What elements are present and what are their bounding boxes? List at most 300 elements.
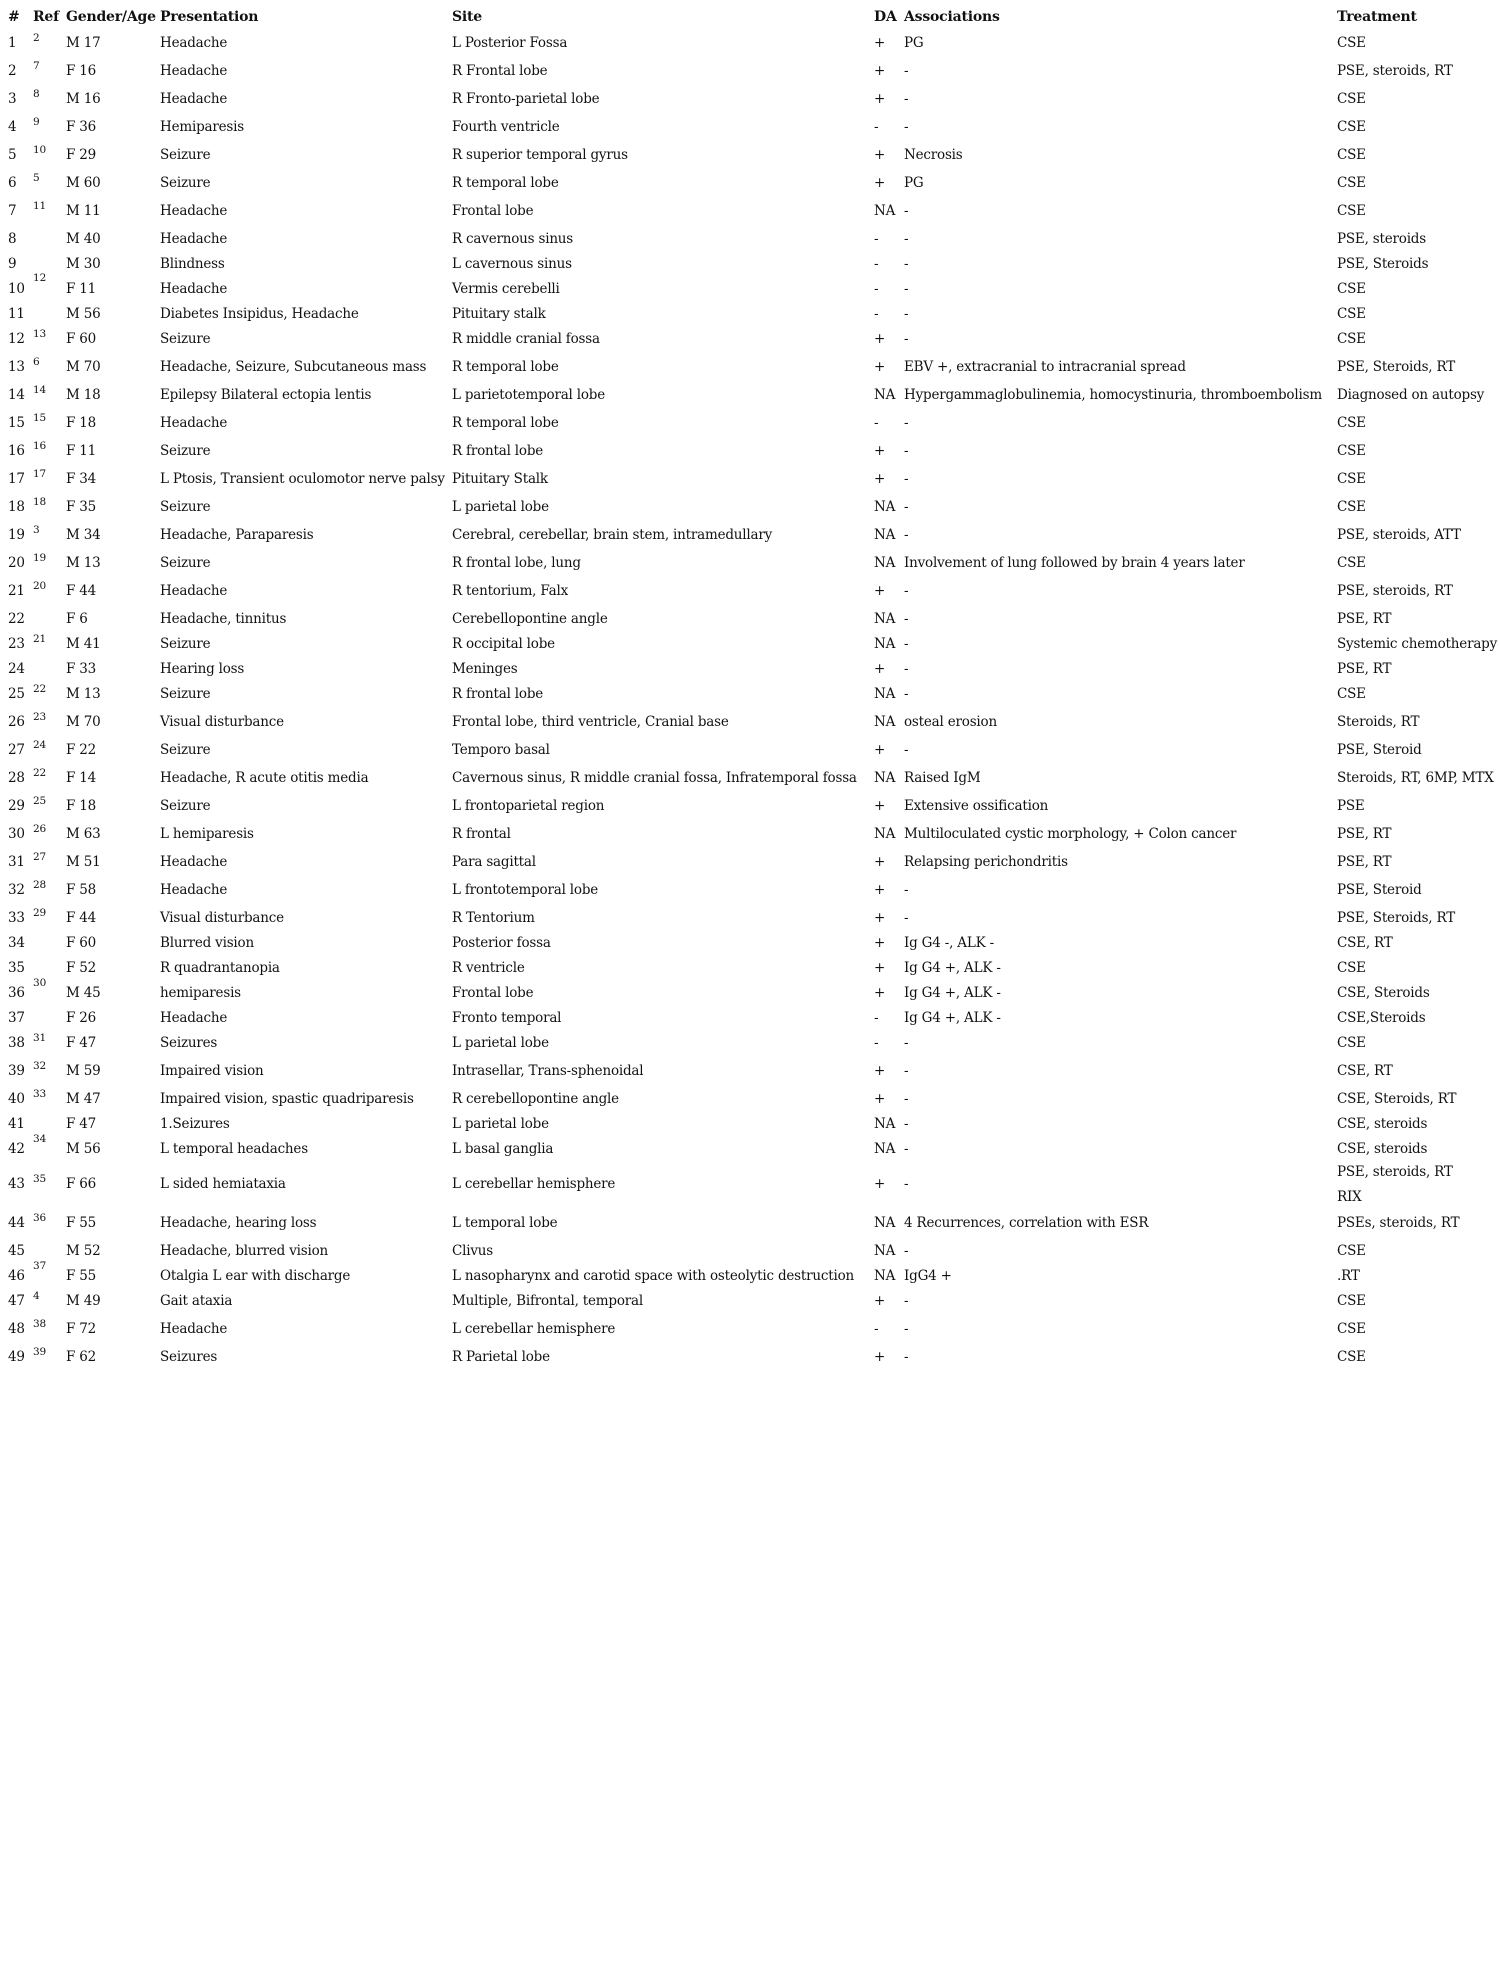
treatment: CSE <box>1337 281 1366 297</box>
ref-number: 31 <box>33 1032 46 1044</box>
presentation: Headache, hearing loss <box>160 1215 317 1231</box>
table-row <box>0 578 1499 604</box>
gender-age: F 16 <box>66 63 97 79</box>
header-associations: Associations <box>904 9 1000 25</box>
site: L cavernous sinus <box>452 256 572 272</box>
gender-age: M 41 <box>66 636 101 652</box>
gender-age: M 70 <box>66 359 101 375</box>
presentation: Hemiparesis <box>160 119 244 135</box>
presentation: Headache <box>160 35 228 51</box>
da-status: NA <box>874 1243 896 1259</box>
da-status: NA <box>874 611 896 627</box>
da-status: NA <box>874 686 896 702</box>
table-row <box>0 1238 1499 1264</box>
row-num: 9 <box>8 256 17 272</box>
da-status: + <box>874 35 886 51</box>
ref-number: 24 <box>33 739 46 751</box>
row-num: 16 <box>8 443 25 459</box>
associations: PG <box>904 175 924 191</box>
site: Pituitary stalk <box>452 306 546 322</box>
row-num: 40 <box>8 1091 25 1107</box>
da-status: NA <box>874 636 896 652</box>
presentation: Headache <box>160 1321 228 1337</box>
table-row <box>0 30 1499 56</box>
gender-age: M 60 <box>66 175 101 191</box>
table-row <box>0 1005 1499 1031</box>
gender-age: F 58 <box>66 882 97 898</box>
presentation: Seizure <box>160 443 211 459</box>
da-status: NA <box>874 527 896 543</box>
treatment: PSE, Steroid <box>1337 742 1422 758</box>
table-row <box>0 326 1499 352</box>
associations: - <box>904 1091 909 1107</box>
site: Cavernous sinus, R middle cranial fossa, Infratemporal fossa <box>452 770 857 786</box>
row-num: 5 <box>8 147 17 163</box>
table-row <box>0 550 1499 576</box>
treatment: PSE, steroids, RT <box>1337 63 1453 79</box>
presentation: Seizures <box>160 1349 218 1365</box>
associations: Hypergammaglobulinemia, homocystinuria, thromboembolism <box>904 387 1322 403</box>
ref-number: 2 <box>33 32 40 44</box>
table-row <box>0 1210 1499 1236</box>
table-row <box>0 86 1499 112</box>
presentation: Diabetes Insipidus, Headache <box>160 306 359 322</box>
treatment: CSE <box>1337 35 1366 51</box>
table-row <box>0 494 1499 520</box>
gender-age: F 52 <box>66 960 97 976</box>
header-treatment: Treatment <box>1337 9 1417 25</box>
table-row <box>0 737 1499 763</box>
table-row <box>0 1288 1499 1314</box>
treatment: CSE <box>1337 175 1366 191</box>
presentation: Hearing loss <box>160 661 245 677</box>
ref-number: 28 <box>33 879 46 891</box>
gender-age: M 51 <box>66 854 101 870</box>
gender-age: M 47 <box>66 1091 101 1107</box>
da-status: + <box>874 1091 886 1107</box>
gender-age: M 70 <box>66 714 101 730</box>
da-status: + <box>874 798 886 814</box>
site: Para sagittal <box>452 854 536 870</box>
treatment: CSE <box>1337 1321 1366 1337</box>
associations: - <box>904 1141 909 1157</box>
row-num: 17 <box>8 471 25 487</box>
ref-number: 7 <box>33 60 40 72</box>
associations: 4 Recurrences, correlation with ESR <box>904 1215 1149 1231</box>
header-presentation: Presentation <box>160 9 259 25</box>
da-status: - <box>874 306 879 322</box>
site: L temporal lobe <box>452 1215 558 1231</box>
presentation: Headache <box>160 854 228 870</box>
ref-number: 19 <box>33 552 46 564</box>
treatment: CSE, steroids <box>1337 1116 1428 1132</box>
treatment: CSE <box>1337 686 1366 702</box>
associations: Ig G4 -, ALK - <box>904 935 994 951</box>
ref-number-spanned: 30 <box>33 977 47 989</box>
associations: - <box>904 203 909 219</box>
da-status: - <box>874 281 879 297</box>
presentation: Epilepsy Bilateral ectopia lentis <box>160 387 372 403</box>
da-status: NA <box>874 1141 896 1157</box>
associations: - <box>904 91 909 107</box>
presentation: Blurred vision <box>160 935 254 951</box>
treatment: Steroids, RT, 6MP, MTX <box>1337 770 1494 786</box>
presentation: Seizure <box>160 147 211 163</box>
gender-age: M 34 <box>66 527 101 543</box>
treatment: CSE <box>1337 1349 1366 1365</box>
treatment: PSE, Steroids <box>1337 256 1429 272</box>
presentation: Seizure <box>160 499 211 515</box>
gender-age: F 29 <box>66 147 97 163</box>
site: R Parietal lobe <box>452 1349 550 1365</box>
site: R temporal lobe <box>452 359 559 375</box>
gender-age: F 44 <box>66 910 97 926</box>
ref-number: 38 <box>33 1318 46 1330</box>
site: L parietal lobe <box>452 1035 549 1051</box>
row-num: 8 <box>8 231 17 247</box>
gender-age: F 66 <box>66 1176 97 1192</box>
presentation: Seizure <box>160 636 211 652</box>
gender-age: M 63 <box>66 826 101 842</box>
ref-number: 10 <box>33 144 46 156</box>
row-num: 41 <box>8 1116 25 1132</box>
table-row <box>0 438 1499 464</box>
gender-age: F 18 <box>66 798 97 814</box>
da-status: + <box>874 583 886 599</box>
gender-age: F 33 <box>66 661 97 677</box>
row-num: 27 <box>8 742 25 758</box>
associations: Extensive ossification <box>904 798 1049 814</box>
ref-number: 4 <box>33 1290 40 1302</box>
gender-age: M 49 <box>66 1293 101 1309</box>
da-status: - <box>874 119 879 135</box>
treatment: CSE <box>1337 443 1366 459</box>
site: Pituitary Stalk <box>452 471 548 487</box>
da-status: + <box>874 1176 886 1192</box>
table-row <box>0 301 1499 327</box>
table-row <box>0 656 1499 682</box>
ref-number: 20 <box>33 580 46 592</box>
da-status: - <box>874 256 879 272</box>
table-row <box>0 793 1499 819</box>
treatment: CSE <box>1337 306 1366 322</box>
treatment: CSE <box>1337 471 1366 487</box>
table-row <box>0 877 1499 903</box>
row-num: 15 <box>8 415 25 431</box>
associations: - <box>904 1243 909 1259</box>
presentation: R quadrantanopia <box>160 960 280 976</box>
site: Clivus <box>452 1243 494 1259</box>
treatment: PSE, steroids <box>1337 231 1426 247</box>
da-status: NA <box>874 826 896 842</box>
site: Meninges <box>452 661 518 677</box>
presentation: Seizure <box>160 555 211 571</box>
treatment: CSE <box>1337 1243 1366 1259</box>
gender-age: M 45 <box>66 985 101 1001</box>
da-status: + <box>874 443 886 459</box>
da-status: NA <box>874 203 896 219</box>
ref-number: 13 <box>33 328 46 340</box>
associations: Raised IgM <box>904 770 981 786</box>
associations: - <box>904 661 909 677</box>
associations: Involvement of lung followed by brain 4 years later <box>904 555 1245 571</box>
ref-number: 22 <box>33 683 46 695</box>
table-row <box>0 821 1499 847</box>
presentation: Headache <box>160 882 228 898</box>
presentation: Headache <box>160 281 228 297</box>
ref-number: 22 <box>33 767 46 779</box>
associations: - <box>904 119 909 135</box>
row-num: 12 <box>8 331 25 347</box>
row-num: 47 <box>8 1293 25 1309</box>
table-row <box>0 681 1499 707</box>
site: Cerebral, cerebellar, brain stem, intramedullary <box>452 527 773 543</box>
treatment-continued: RIX <box>1337 1189 1362 1205</box>
ref-number: 33 <box>33 1088 46 1100</box>
treatment: CSE <box>1337 499 1366 515</box>
site: R tentorium, Falx <box>452 583 568 599</box>
presentation: Visual disturbance <box>160 910 284 926</box>
presentation: Seizure <box>160 175 211 191</box>
ref-number: 17 <box>33 468 46 480</box>
header-da: DA <box>874 9 897 25</box>
ref-number: 21 <box>33 633 46 645</box>
table-row <box>0 522 1499 548</box>
presentation: Otalgia L ear with discharge <box>160 1268 351 1284</box>
gender-age: M 18 <box>66 387 101 403</box>
treatment: CSE, Steroids <box>1337 985 1430 1001</box>
table-row <box>0 410 1499 436</box>
treatment: PSE, steroids, ATT <box>1337 527 1461 543</box>
row-num: 7 <box>8 203 17 219</box>
associations: - <box>904 1063 909 1079</box>
table-row <box>0 1263 1499 1289</box>
da-status: + <box>874 147 886 163</box>
gender-age: M 11 <box>66 203 101 219</box>
associations: - <box>904 527 909 543</box>
ref-number: 14 <box>33 384 46 396</box>
associations: - <box>904 1035 909 1051</box>
ref-number: 32 <box>33 1060 46 1072</box>
treatment: CSE <box>1337 91 1366 107</box>
table-row <box>0 198 1499 224</box>
site: L parietal lobe <box>452 1116 549 1132</box>
row-num: 2 <box>8 63 17 79</box>
da-status: - <box>874 415 879 431</box>
site: L basal ganglia <box>452 1141 554 1157</box>
associations: - <box>904 415 909 431</box>
gender-age: F 62 <box>66 1349 97 1365</box>
table-row <box>0 606 1499 632</box>
gender-age: F 11 <box>66 443 97 459</box>
da-status: - <box>874 1321 879 1337</box>
treatment: Systemic chemotherapy <box>1337 636 1498 652</box>
associations: - <box>904 1116 909 1132</box>
ref-number: 25 <box>33 795 46 807</box>
gender-age: F 22 <box>66 742 97 758</box>
gender-age: M 56 <box>66 306 101 322</box>
header-num: # <box>8 9 20 25</box>
row-num: 43 <box>8 1176 25 1192</box>
treatment: PSE, RT <box>1337 826 1392 842</box>
presentation: Seizures <box>160 1035 218 1051</box>
row-num: 30 <box>8 826 25 842</box>
associations: EBV +, extracranial to intracranial spread <box>904 359 1186 375</box>
row-num: 25 <box>8 686 25 702</box>
ref-number-spanned: 37 <box>33 1260 47 1272</box>
treatment: PSE, RT <box>1337 661 1392 677</box>
site: Frontal lobe <box>452 203 534 219</box>
presentation: Headache <box>160 63 228 79</box>
presentation: Headache, R acute otitis media <box>160 770 369 786</box>
treatment: PSE, steroids, RT <box>1337 583 1453 599</box>
row-num: 24 <box>8 661 25 677</box>
associations: - <box>904 63 909 79</box>
site: R cerebellopontine angle <box>452 1091 619 1107</box>
associations: - <box>904 281 909 297</box>
treatment: CSE <box>1337 203 1366 219</box>
presentation: Headache, Paraparesis <box>160 527 314 543</box>
row-num: 44 <box>8 1215 25 1231</box>
row-num: 3 <box>8 91 17 107</box>
gender-age: M 40 <box>66 231 101 247</box>
gender-age: F 72 <box>66 1321 97 1337</box>
presentation: L sided hemiataxia <box>160 1176 286 1192</box>
gender-age: F 60 <box>66 331 97 347</box>
row-num: 14 <box>8 387 25 403</box>
table-row <box>0 251 1499 277</box>
presentation: Seizure <box>160 331 211 347</box>
ref-number: 23 <box>33 711 46 723</box>
gender-age: F 55 <box>66 1215 97 1231</box>
site: R frontal <box>452 826 511 842</box>
table-row <box>0 226 1499 252</box>
gender-age: M 13 <box>66 686 101 702</box>
da-status: + <box>874 742 886 758</box>
site: L frontoparietal region <box>452 798 605 814</box>
site: R frontal lobe <box>452 686 544 702</box>
table-row <box>0 1344 1499 1370</box>
row-num: 19 <box>8 527 25 543</box>
presentation: L temporal headaches <box>160 1141 308 1157</box>
gender-age: F 34 <box>66 471 97 487</box>
presentation: L hemiparesis <box>160 826 254 842</box>
da-status: + <box>874 63 886 79</box>
header-ref: Ref <box>33 9 59 25</box>
table-header <box>0 4 1499 30</box>
table-row <box>0 1316 1499 1342</box>
presentation: Headache <box>160 203 228 219</box>
table-row <box>0 905 1499 931</box>
associations: Relapsing perichondritis <box>904 854 1068 870</box>
ref-number: 3 <box>33 524 40 536</box>
site: Frontal lobe <box>452 985 534 1001</box>
table-row <box>0 1111 1499 1137</box>
gender-age: F 6 <box>66 611 88 627</box>
treatment: CSE <box>1337 331 1366 347</box>
site: R cavernous sinus <box>452 231 574 247</box>
treatment: CSE, RT <box>1337 935 1393 951</box>
ref-number-spanned: 34 <box>33 1133 47 1145</box>
gender-age: M 56 <box>66 1141 101 1157</box>
da-status: NA <box>874 1268 896 1284</box>
da-status: + <box>874 331 886 347</box>
gender-age: F 18 <box>66 415 97 431</box>
da-status: - <box>874 1010 879 1026</box>
row-num: 10 <box>8 281 25 297</box>
associations: Ig G4 +, ALK - <box>904 1010 1001 1026</box>
ref-number: 18 <box>33 496 46 508</box>
gender-age: F 14 <box>66 770 97 786</box>
associations: - <box>904 882 909 898</box>
site: L Posterior Fossa <box>452 35 568 51</box>
presentation: Headache <box>160 583 228 599</box>
site: R frontal lobe, lung <box>452 555 581 571</box>
presentation: Impaired vision, spastic quadriparesis <box>160 1091 414 1107</box>
da-status: + <box>874 1063 886 1079</box>
treatment: PSEs, steroids, RT <box>1337 1215 1460 1231</box>
treatment: .RT <box>1337 1268 1360 1284</box>
table-row <box>0 1030 1499 1056</box>
gender-age: F 35 <box>66 499 97 515</box>
site: Multiple, Bifrontal, temporal <box>452 1293 643 1309</box>
presentation: hemiparesis <box>160 985 241 1001</box>
table-row <box>0 1164 1499 1205</box>
row-num: 48 <box>8 1321 25 1337</box>
treatment: CSE, steroids <box>1337 1141 1428 1157</box>
presentation: Seizure <box>160 798 211 814</box>
treatment: CSE, Steroids, RT <box>1337 1091 1457 1107</box>
row-num: 26 <box>8 714 25 730</box>
presentation: Visual disturbance <box>160 714 284 730</box>
treatment: CSE <box>1337 1035 1366 1051</box>
ref-number-spanned: 12 <box>33 272 47 284</box>
row-num: 4 <box>8 119 17 135</box>
row-num: 21 <box>8 583 25 599</box>
da-status: + <box>874 935 886 951</box>
site: Fronto temporal <box>452 1010 562 1026</box>
da-status: + <box>874 985 886 1001</box>
treatment: CSE,Steroids <box>1337 1010 1426 1026</box>
da-status: + <box>874 910 886 926</box>
gender-age: F 11 <box>66 281 97 297</box>
treatment: CSE, RT <box>1337 1063 1393 1079</box>
associations: - <box>904 256 909 272</box>
table-row <box>0 142 1499 168</box>
row-num: 13 <box>8 359 25 375</box>
site: L parietal lobe <box>452 499 549 515</box>
row-num: 23 <box>8 636 25 652</box>
associations: - <box>904 331 909 347</box>
row-num: 31 <box>8 854 25 870</box>
gender-age: F 55 <box>66 1268 97 1284</box>
site: R superior temporal gyrus <box>452 147 628 163</box>
site: Posterior fossa <box>452 935 551 951</box>
da-status: NA <box>874 387 896 403</box>
site: L cerebellar hemisphere <box>452 1176 616 1192</box>
site: L cerebellar hemisphere <box>452 1321 616 1337</box>
associations: IgG4 + <box>904 1268 952 1284</box>
ref-number: 8 <box>33 88 40 100</box>
site: L parietotemporal lobe <box>452 387 606 403</box>
presentation: Headache, Seizure, Subcutaneous mass <box>160 359 427 375</box>
da-status: NA <box>874 714 896 730</box>
row-num: 22 <box>8 611 25 627</box>
site: R temporal lobe <box>452 415 559 431</box>
associations: - <box>904 611 909 627</box>
presentation: Headache <box>160 91 228 107</box>
presentation: Seizure <box>160 742 211 758</box>
